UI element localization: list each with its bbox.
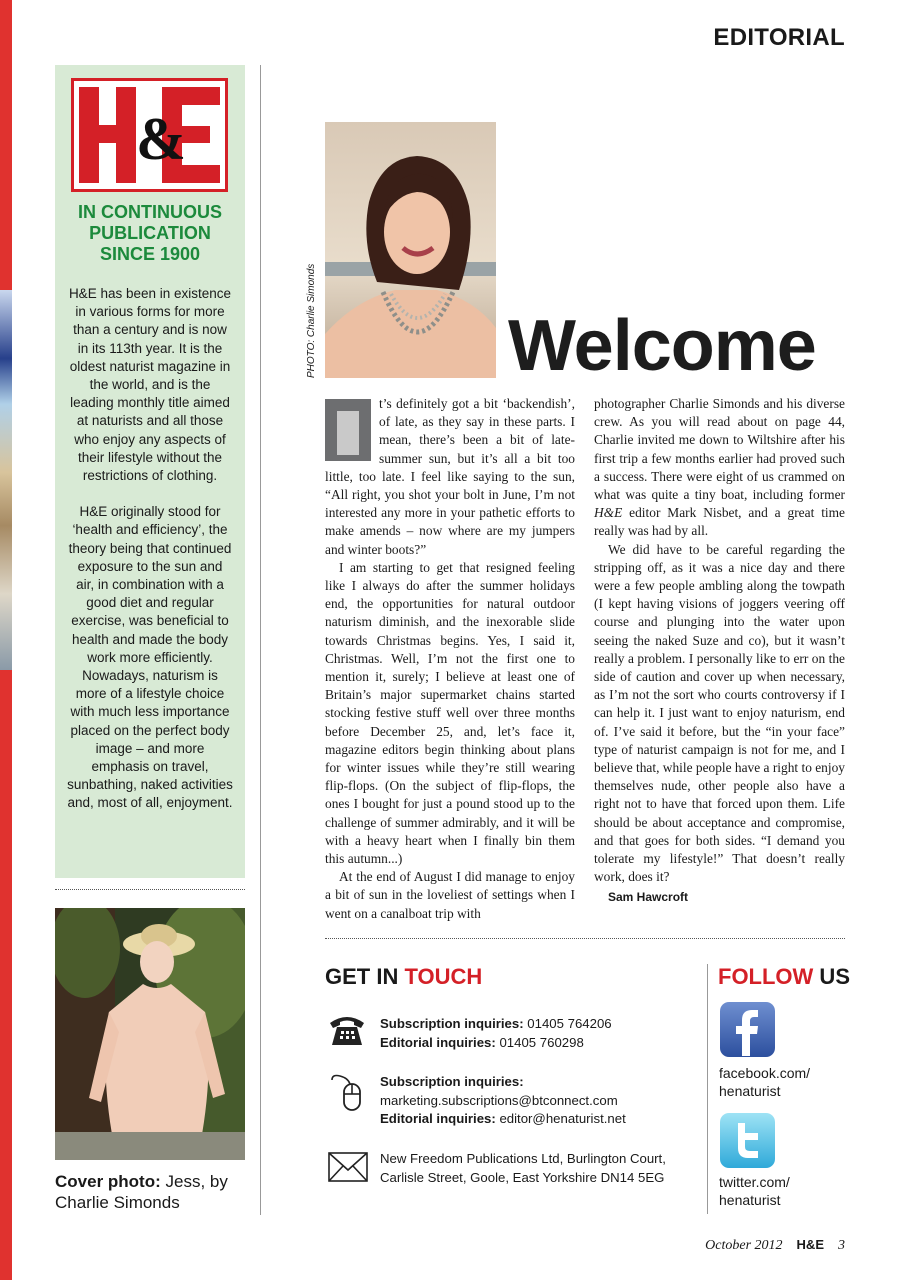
editor-portrait xyxy=(325,122,496,378)
article-paragraph: We did have to be careful regarding the stripping off, as it was a nice day and there were a few people ambling along the towpath (I kept having visions of joggers veering off course and plunging into the water upon seeing the naked Suze and co), but it wasn’t really a problem. I personally like to err on the side of caution and cover up when necessary, as I’m not the sort who courts controversy if I can help it. I just want to enjoy naturism, end of. I’ve said it before, but the “in your face” type of naturist campaign is not for me, and I believe that, while people have a right to enjoy themselves nude, other people also have a right not to have that forced upon them. Life should be about acceptance and compromise, and that goes for both sides. “I demand you tolerate my lifestyle!” That doesn’t really work, does it? xyxy=(594,541,845,885)
facebook-link-line: facebook.com/ xyxy=(719,1065,811,1081)
cover-caption-text: Jess, by Charlie Simonds xyxy=(55,1172,228,1212)
column-divider xyxy=(260,65,261,1215)
article-signature: Sam Hawcroft xyxy=(608,890,689,905)
article-emphasis: H&E xyxy=(594,505,623,521)
page-number: 3 xyxy=(838,1238,845,1253)
article-column-1 xyxy=(325,395,575,923)
article-paragraph: I am starting to get that resigned feeling like I always do after the summer holidays end, the opportunities for natural outdoor naturism diminish, and the inexorable slide towards Christmas begins. Yes, I said it, Christmas. Well, I’m not the first one to mention it, surely; I believe at least one of Britain’s major supermarket chains started stocking festive stuff well over three months before December 25, and, let’s face it, magazine editors begin thinking about plans for winter issues while they’re still wearing flip-flops. (On the subject of flip-flops, the ones I bought for just a pound stood up to the challenge of summer admirably, and it will be with a heavy heart when I finally bin them this autumn...) xyxy=(325,559,575,867)
twitter-link-line: henaturist xyxy=(719,1192,781,1208)
email-ed-label: Editorial inquiries: xyxy=(380,1111,496,1126)
article-text: editor Mark Nisbet, and a great time really was had by all. xyxy=(594,505,845,539)
he-logo-graphic xyxy=(74,81,225,189)
phone-sub-label: Subscription inquiries: xyxy=(380,1016,524,1031)
email-ed-address[interactable]: editor@henaturist.net xyxy=(495,1111,626,1126)
twitter-link[interactable] xyxy=(719,1173,790,1209)
envelope-icon xyxy=(328,1152,368,1187)
postal-address xyxy=(380,1150,666,1187)
drop-cap xyxy=(325,399,371,461)
mouse-icon xyxy=(330,1072,364,1117)
section-label: EDITORIAL xyxy=(713,24,845,51)
article-paragraph: At the end of August I did manage to enjoy a bit of sun in the loveliest of settings when I went on a canalboat trip with xyxy=(325,869,575,921)
sidebar-title-line: PUBLICATION xyxy=(89,223,211,243)
article-paragraph-text: t’s definitely got a bit ‘backendish’, of late, as they say in these parts. I mean, there’s been a bit of late-summer sun, but it’s all a bit too little, too late. I feel like saying to the sun, “All right, you shot your bolt in June, I’m not interested any more in your pathetic efforts to make amends – now where are my jumpers and winter boots?” xyxy=(325,396,575,557)
address-line: New Freedom Publications Ltd, Burlington Court, xyxy=(380,1151,666,1166)
email-contacts xyxy=(380,1073,626,1129)
address-line: Carlisle Street, Goole, East Yorkshire DN14 5EG xyxy=(380,1169,665,1185)
facebook-link-line: henaturist xyxy=(719,1083,781,1099)
follow-heading-text: US xyxy=(813,964,850,989)
sidebar-title-line: IN CONTINUOUS xyxy=(78,202,222,222)
contact-heading xyxy=(325,964,482,990)
phone-sub-number[interactable]: 01405 764206 xyxy=(523,1016,612,1031)
follow-heading-accent: FOLLOW xyxy=(718,964,814,989)
article-paragraph xyxy=(594,395,845,541)
article-paragraph xyxy=(325,395,575,559)
previous-page-cover-edge xyxy=(0,290,12,670)
footer-month: October 2012 xyxy=(705,1238,783,1253)
contact-heading-text: GET IN xyxy=(325,964,405,989)
page-footer xyxy=(705,1236,845,1254)
article-text: photographer Charlie Simonds and his diverse crew. As you will read about on page 44, Charlie invited me down to Wiltshire after his first trip a few months earlier had proved such a success. There were eight of us crammed on what was quite a tiny boat, including former xyxy=(594,396,845,503)
contact-divider xyxy=(325,938,845,939)
footer-magazine: H&E xyxy=(796,1237,824,1252)
sidebar-paragraph: H&E originally stood for ‘health and efficiency’, the theory being that continued exposure to the sun and air, in combination with a good diet and regular exercise, was beneficial to health and made the body work more efficiently. Nowadays, naturism is more of a lifestyle choice with much less importance placed on the perfect body image – and more emphasis on travel, sunbathing, naked activities and, most of all, enjoyment. xyxy=(67,504,233,811)
twitter-icon[interactable] xyxy=(720,1113,775,1168)
article-column-2 xyxy=(594,395,845,907)
sidebar-body xyxy=(67,285,233,813)
sidebar-divider xyxy=(55,889,245,890)
article-headline: Welcome xyxy=(508,306,816,386)
cover-photo xyxy=(55,908,245,1160)
phone-contacts xyxy=(380,1015,612,1052)
email-sub-address[interactable]: marketing.subscriptions@btconnect.com xyxy=(380,1092,618,1108)
sidebar-panel xyxy=(55,65,245,878)
twitter-link-line: twitter.com/ xyxy=(719,1174,790,1190)
sidebar-title xyxy=(63,202,237,265)
facebook-link[interactable] xyxy=(719,1064,810,1100)
cover-caption-label: Cover photo: xyxy=(55,1172,161,1191)
phone-ed-number[interactable]: 01405 760298 xyxy=(495,1034,584,1050)
sidebar-title-line: SINCE 1900 xyxy=(99,244,201,264)
sidebar-paragraph: H&E has been in existence in various forms for more than a century and is now in its 113th year. It is the oldest naturist magazine in the world, and is the leading monthly title aimed at naturists and all those who enjoy any aspects of their lifestyle without the restrictions of clothing. xyxy=(68,286,232,484)
follow-divider xyxy=(707,964,708,1214)
photo-credit: PHOTO: Charlie Simonds xyxy=(306,263,317,378)
facebook-icon[interactable] xyxy=(720,1002,775,1057)
email-sub-label: Subscription inquiries: xyxy=(380,1074,524,1089)
contact-heading-accent: TOUCH xyxy=(404,964,483,989)
telephone-icon xyxy=(328,1013,366,1052)
svg-text:&: & xyxy=(136,106,186,172)
cover-caption xyxy=(55,1171,255,1213)
phone-ed-label: Editorial inquiries: xyxy=(380,1034,496,1050)
he-logo xyxy=(71,78,228,192)
follow-heading xyxy=(718,964,850,990)
